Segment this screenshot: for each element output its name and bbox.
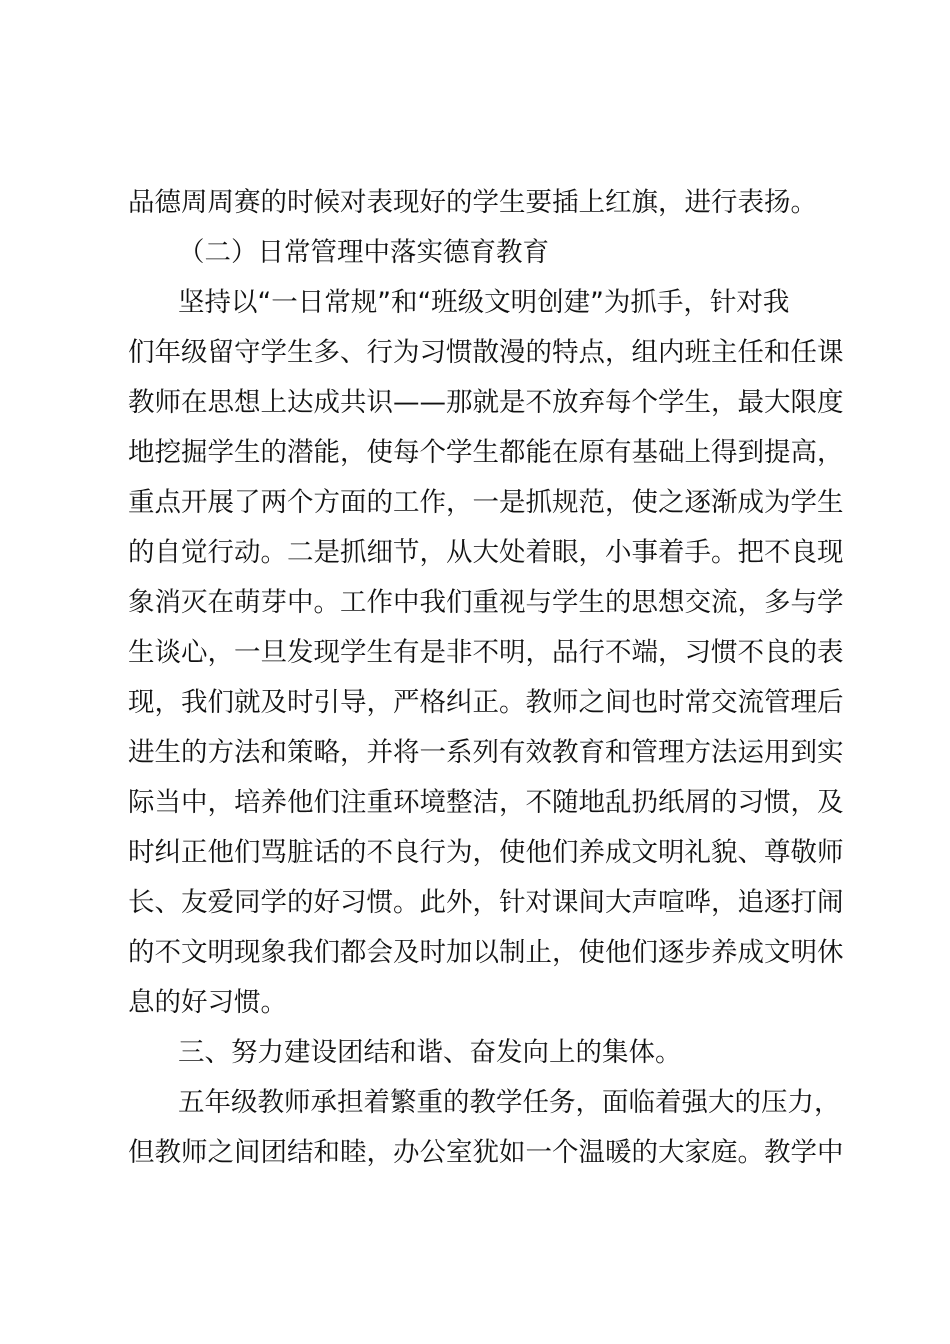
paragraph-line: 教师在思想上达成共识——那就是不放弃每个学生，最大限度 (128, 387, 844, 418)
paragraph-line: 生谈心，一旦发现学生有是非不明，品行不端，习惯不良的表 (128, 637, 844, 668)
paragraph-line: 现，我们就及时引导，严格纠正。教师之间也时常交流管理后 (128, 687, 844, 718)
paragraph-line: 际当中，培养他们注重环境整洁，不随地乱扔纸屑的习惯，及 (128, 787, 844, 818)
section-heading: （二）日常管理中落实德育教育 (178, 237, 549, 268)
paragraph-line: 的不文明现象我们都会及时加以制止，使他们逐步养成文明休 (128, 937, 844, 968)
paragraph-line: 的自觉行动。二是抓细节，从大处着眼，小事着手。把不良现 (128, 537, 844, 568)
paragraph-line: 但教师之间团结和睦，办公室犹如一个温暖的大家庭。教学中 (128, 1137, 844, 1168)
paragraph-line: 品德周周赛的时候对表现好的学生要插上红旗，进行表扬。 (128, 187, 817, 218)
paragraph-line: 象消灭在萌芽中。工作中我们重视与学生的思想交流，多与学 (128, 587, 844, 618)
paragraph-line: 五年级教师承担着繁重的教学任务，面临着强大的压力， (178, 1087, 841, 1118)
paragraph-line: 息的好习惯。 (128, 987, 287, 1018)
section-heading: 三、努力建设团结和谐、奋发向上的集体。 (178, 1037, 682, 1068)
paragraph-line: 进生的方法和策略，并将一系列有效教育和管理方法运用到实 (128, 737, 844, 768)
paragraph-line: 重点开展了两个方面的工作，一是抓规范，使之逐渐成为学生 (128, 487, 844, 518)
paragraph-line: 时纠正他们骂脏话的不良行为，使他们养成文明礼貌、尊敬师 (128, 837, 844, 868)
paragraph-line: 长、友爱同学的好习惯。此外，针对课间大声喧哗，追逐打闹 (128, 887, 844, 918)
paragraph-line: 们年级留守学生多、行为习惯散漫的特点，组内班主任和任课 (128, 337, 844, 368)
paragraph-line: 坚持以“一日常规”和“班级文明创建”为抓手，针对我 (178, 287, 790, 318)
paragraph-line: 地挖掘学生的潜能，使每个学生都能在原有基础上得到提高， (128, 437, 844, 468)
